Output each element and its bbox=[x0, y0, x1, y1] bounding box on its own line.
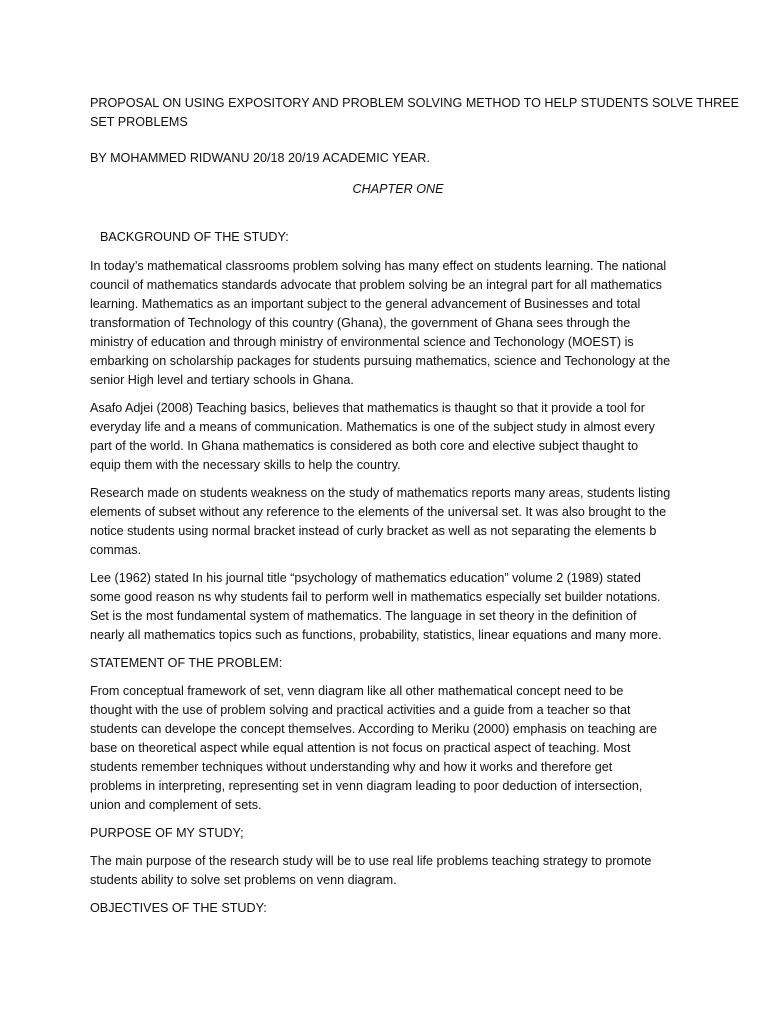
section-heading-background: BACKGROUND OF THE STUDY: bbox=[100, 230, 289, 244]
paragraph bbox=[90, 399, 690, 475]
title-line: PROPOSAL ON USING EXPOSITORY AND PROBLEM SOLVING METHOD TO HELP STUDENTS SOLVE THREE bbox=[90, 96, 739, 110]
section-heading-purpose: PURPOSE OF MY STUDY; bbox=[90, 826, 244, 840]
text-line: senior High level and tertiary schools in Ghana. bbox=[90, 373, 354, 387]
text-line: students can develope the concept themselves. According to Meriku (2000) emphasis on teaching are bbox=[90, 722, 658, 736]
text-line: part of the world. In Ghana mathematics is considered as both core and elective subject thaught to bbox=[90, 439, 639, 453]
author-line: BY MOHAMMED RIDWANU 20/18 20/19 ACADEMIC YEAR. bbox=[90, 151, 430, 165]
text-line: base on theoretical aspect while equal attention is not focus on practical aspect of teaching. Most bbox=[90, 741, 631, 755]
text-line: From conceptual framework of set, venn diagram like all other mathematical concept need to be bbox=[90, 684, 624, 698]
text-line: Asafo Adjei (2008) Teaching basics, believes that mathematics is thaught so that it provide a tool for bbox=[90, 401, 645, 415]
text-line: Lee (1962) stated In his journal title “psychology of mathematics education” volume 2 (1989) stated bbox=[90, 571, 641, 585]
text-line: elements of subset without any reference to the elements of the universal set. It was also brought to the bbox=[90, 505, 667, 519]
text-line: students remember techniques without understanding why and how it works and therefore get bbox=[90, 760, 613, 774]
title-line: SET PROBLEMS bbox=[90, 115, 188, 129]
document-body bbox=[90, 94, 739, 927]
text-line: equip them with the necessary skills to help the country. bbox=[90, 458, 401, 472]
text-line: Research made on students weakness on the study of mathematics reports many areas, students listing bbox=[90, 486, 671, 500]
text-line: nearly all mathematics topics such as functions, probability, statistics, linear equations and many more. bbox=[90, 628, 662, 642]
text-line: union and complement of sets. bbox=[90, 798, 262, 812]
text-line: some good reason ns why students fail to perform well in mathematics especially set builder notations. bbox=[90, 590, 661, 604]
text-line: The main purpose of the research study will be to use real life problems teaching strategy to promote bbox=[90, 854, 652, 868]
text-line: notice students using normal bracket instead of curly bracket as well as not separating the elements b bbox=[90, 524, 657, 538]
text-line: transformation of Technology of this country (Ghana), the government of Ghana sees through the bbox=[90, 316, 631, 330]
chapter-heading: CHAPTER ONE bbox=[352, 182, 444, 196]
paragraph bbox=[90, 682, 690, 815]
text-line: everyday life and a means of communication. Mathematics is one of the subject study in almost every bbox=[90, 420, 655, 434]
text-line: ministry of education and through ministry of environmental science and Techonology (MOEST) is bbox=[90, 335, 634, 349]
text-line: In today’s mathematical classrooms problem solving has many effect on students learning. The national bbox=[90, 259, 667, 273]
section-heading-statement: STATEMENT OF THE PROBLEM: bbox=[90, 656, 283, 670]
paragraph bbox=[90, 257, 690, 390]
text-line: Set is the most fundamental system of mathematics. The language in set theory in the definition of bbox=[90, 609, 637, 623]
text-line: council of mathematics standards advocate that problem solving be an integral part for all mathematics bbox=[90, 278, 662, 292]
text-line: commas. bbox=[90, 543, 142, 557]
text-line: students ability to solve set problems on venn diagram. bbox=[90, 873, 397, 887]
paragraph bbox=[90, 852, 690, 890]
section-heading-objectives: OBJECTIVES OF THE STUDY: bbox=[90, 901, 267, 915]
text-line: problems in interpreting, representing set in venn diagram leading to poor deduction of intersection, bbox=[90, 779, 643, 793]
document-title bbox=[90, 94, 739, 132]
text-line: thought with the use of problem solving and practical activities and a guide from a teacher so that bbox=[90, 703, 631, 717]
text-line: embarking on scholarship packages for students pursuing mathematics, science and Techonology at the bbox=[90, 354, 671, 368]
paragraph bbox=[90, 569, 690, 645]
paragraph bbox=[90, 484, 690, 560]
text-line: learning. Mathematics as an important subject to the general advancement of Businesses and total bbox=[90, 297, 641, 311]
